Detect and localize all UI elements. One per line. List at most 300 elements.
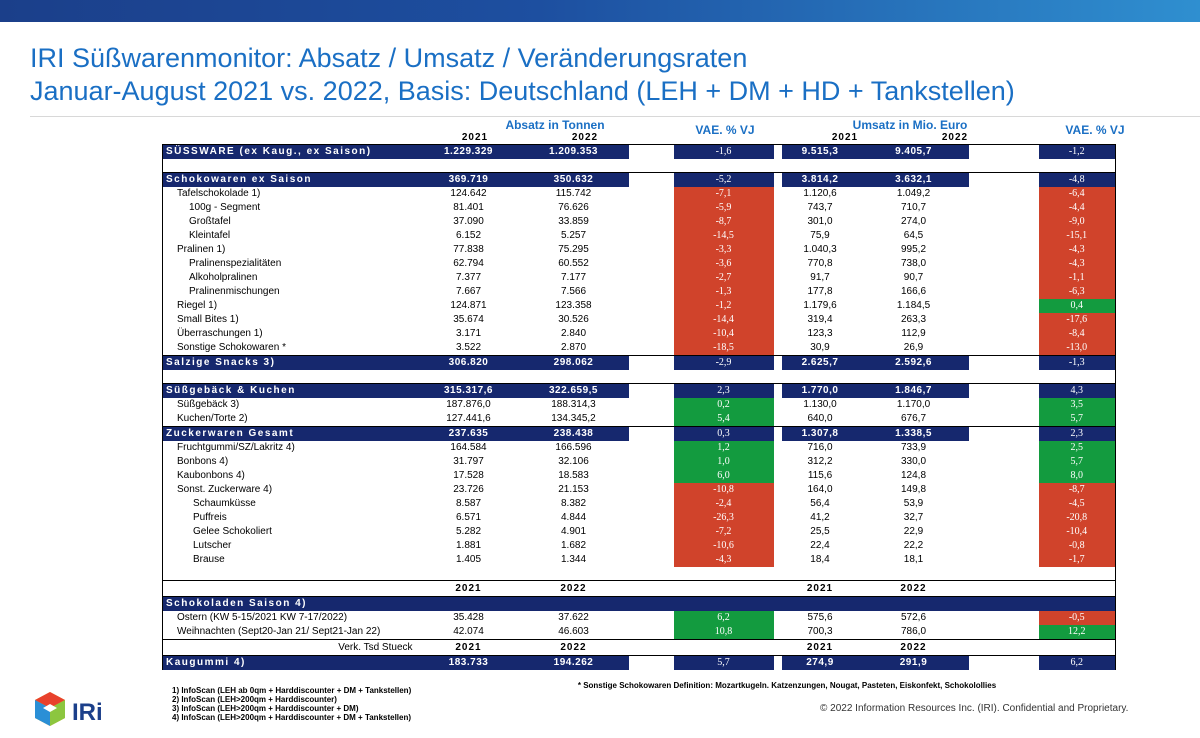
table-row [163, 257, 1116, 271]
umsatz-2022: 166,6 [900, 286, 927, 297]
gap-cell [774, 299, 782, 313]
row-label: Kaugummi 4) [163, 656, 419, 671]
vae-absatz: 5,7 [674, 656, 774, 671]
gap-cell [969, 398, 1039, 412]
gap-cell [969, 243, 1039, 257]
spacer-row [163, 370, 1116, 384]
gap-cell [774, 497, 782, 511]
spacer-cell [782, 567, 859, 581]
gap-cell [774, 525, 782, 539]
absatz-2021: 187.876,0 [446, 399, 491, 410]
gap-cell [629, 525, 674, 539]
vae-umsatz: -1,2 [1039, 145, 1116, 160]
umsatz-2022: 26,9 [903, 342, 924, 353]
umsatz-2021: 1.130,0 [803, 399, 837, 410]
spacer-cell [163, 370, 419, 384]
absatz-2022: 298.062 [519, 356, 629, 371]
vae-absatz: 10,8 [674, 625, 774, 640]
vae-umsatz: -4,3 [1039, 243, 1116, 257]
footnote-4: 4) InfoScan (LEH>200qm + Harddiscounter + DM + Tankstellen) [172, 713, 412, 722]
absatz-2021: 127.441,6 [446, 413, 491, 424]
year-cell: 2021 [782, 640, 859, 656]
umsatz-2022: 676,7 [900, 413, 927, 424]
spacer-cell [1039, 567, 1116, 581]
absatz-2022: 5.257 [560, 230, 587, 241]
gap-cell [629, 341, 674, 356]
gap-cell [774, 229, 782, 243]
table-row [163, 483, 1116, 497]
spacer-cell [1039, 159, 1116, 173]
umsatz-2021: 1.040,3 [803, 244, 837, 255]
absatz-2021: 42.074 [453, 626, 484, 637]
gap-cell [629, 539, 674, 553]
header-vae-absatz: VAE. % VJ [695, 123, 755, 137]
umsatz-2021: 177,8 [807, 286, 833, 297]
spacer-cell [859, 567, 969, 581]
gap-cell [629, 511, 674, 525]
gap-cell [774, 412, 782, 427]
umsatz-2022: 18,1 [903, 554, 924, 565]
row-label: Kuchen/Torte 2) [163, 412, 419, 427]
gap-cell [774, 341, 782, 356]
umsatz-2021: 1.120,6 [803, 188, 837, 199]
gap-cell [969, 285, 1039, 299]
umsatz-2021: 770,8 [807, 258, 833, 269]
spacer-cell [163, 567, 419, 581]
row-label: Sonstige Schokowaren * [163, 341, 419, 356]
gap-cell [629, 384, 674, 399]
gap-cell [629, 229, 674, 243]
table-row [163, 656, 1116, 671]
absatz-2021: 35.428 [453, 612, 484, 623]
vae-absatz: -14,4 [674, 313, 774, 327]
gap-cell [629, 271, 674, 285]
table-row [163, 597, 1116, 612]
gap-cell [969, 356, 1039, 371]
empty-cell [674, 640, 774, 656]
vae-umsatz: -8,4 [1039, 327, 1116, 341]
umsatz-2021: 2.625,7 [782, 356, 859, 371]
row-label: Kleintafel [163, 229, 419, 243]
gap-cell [629, 173, 674, 188]
absatz-2021: 1.405 [455, 554, 482, 565]
absatz-2022: 4.844 [560, 512, 587, 523]
absatz-2021: 8.587 [455, 498, 482, 509]
gap-cell [774, 625, 782, 640]
vae-umsatz: -6,3 [1039, 285, 1116, 299]
spacer-cell [774, 370, 782, 384]
vae-umsatz: -4,8 [1039, 173, 1116, 188]
gap-cell [774, 656, 782, 671]
gap-cell [629, 455, 674, 469]
table-row [163, 625, 1116, 640]
vae-absatz: -1,6 [674, 145, 774, 160]
umsatz-2021: 41,2 [810, 512, 830, 523]
umsatz-2022: 274,0 [900, 216, 927, 227]
empty-cell [1039, 581, 1116, 597]
spacer-cell [629, 370, 674, 384]
spacer-row [163, 159, 1116, 173]
table-row [163, 356, 1116, 371]
vae-umsatz: -1,7 [1039, 553, 1116, 567]
year-row-label: Verk. Tsd Stueck [163, 640, 419, 656]
gap-cell [969, 313, 1039, 327]
absatz-2021: 62.794 [453, 258, 484, 269]
row-label: Sonst. Zuckerware 4) [163, 483, 419, 497]
gap-cell [774, 173, 782, 188]
table-row [163, 497, 1116, 511]
vae-umsatz: 4,3 [1039, 384, 1116, 399]
year-cell: 2021 [419, 640, 519, 656]
absatz-2022: 2.870 [560, 342, 587, 353]
umsatz-2022: 90,7 [903, 272, 924, 283]
spacer-cell [774, 567, 782, 581]
gap-cell [774, 257, 782, 271]
absatz-2022: 1.344 [560, 554, 587, 565]
footnote-3: 3) InfoScan (LEH>200qm + Harddiscounter + DM) [172, 704, 359, 713]
row-label: Zuckerwaren Gesamt [163, 427, 419, 442]
spacer-cell [782, 159, 859, 173]
spacer-cell [782, 370, 859, 384]
row-label: Schaumküsse [163, 497, 419, 511]
gap-cell [774, 455, 782, 469]
vae-absatz: -5,9 [674, 201, 774, 215]
spacer-cell [774, 159, 782, 173]
vae-absatz: -1,3 [674, 285, 774, 299]
vae-umsatz: 3,5 [1039, 398, 1116, 412]
absatz-2021: 17.528 [453, 470, 484, 481]
gap-cell [629, 483, 674, 497]
umsatz-2021: 91,7 [810, 272, 830, 283]
vae-absatz: -10,8 [674, 483, 774, 497]
absatz-2022: 37.622 [558, 612, 589, 623]
absatz-2021: 31.797 [453, 456, 484, 467]
vae-absatz: -26,3 [674, 511, 774, 525]
year-2022-absatz: 2022 [571, 132, 599, 143]
gap-cell [969, 455, 1039, 469]
vae-absatz: 2,3 [674, 384, 774, 399]
absatz-2022: 33.859 [558, 216, 589, 227]
gap-cell [969, 469, 1039, 483]
umsatz-2022: 22,9 [903, 526, 924, 537]
vae-umsatz: -13,0 [1039, 341, 1116, 356]
absatz-2022: 60.552 [558, 258, 589, 269]
gap-cell [629, 145, 674, 160]
umsatz-2021: 25,5 [810, 526, 830, 537]
umsatz-2021: 700,3 [807, 626, 833, 637]
vae-umsatz: 12,2 [1039, 625, 1116, 640]
gap-cell [969, 187, 1039, 201]
umsatz-2022: 738,0 [900, 258, 927, 269]
row-label: Salzige Snacks 3) [163, 356, 419, 371]
spacer-cell [1039, 370, 1116, 384]
data-table [162, 144, 1116, 670]
absatz-2022: 4.901 [560, 526, 587, 537]
table-row [163, 469, 1116, 483]
gap-cell [969, 145, 1039, 160]
gap-cell [774, 271, 782, 285]
table-row [163, 412, 1116, 427]
vae-umsatz: 6,2 [1039, 656, 1116, 671]
title-line-2: Januar-August 2021 vs. 2022, Basis: Deutschland (LEH + DM + HD + Tankstellen) [30, 76, 1015, 106]
gap-cell [629, 327, 674, 341]
empty-cell [629, 581, 674, 597]
row-label: Bonbons 4) [163, 455, 419, 469]
gap-cell [774, 427, 782, 442]
umsatz-2021: 30,9 [810, 342, 830, 353]
empty-cell [629, 640, 674, 656]
umsatz-2022: 1.184,5 [896, 300, 931, 311]
umsatz-2021: 22,4 [810, 540, 830, 551]
absatz-2022: 1.209.353 [519, 145, 629, 160]
umsatz-2022: 1.049,2 [896, 188, 931, 199]
year-row [163, 581, 1116, 597]
absatz-2021: 5.282 [455, 526, 482, 537]
gap-cell [629, 257, 674, 271]
spacer-cell [519, 159, 629, 173]
umsatz-2022: 995,2 [900, 244, 927, 255]
umsatz-2021: 56,4 [810, 498, 830, 509]
gap-cell [969, 553, 1039, 567]
title-divider [30, 116, 1200, 117]
gap-cell [629, 313, 674, 327]
row-label: Gelee Schokoliert [163, 525, 419, 539]
umsatz-2021: 743,7 [807, 202, 833, 213]
absatz-2021: 6.152 [455, 230, 482, 241]
gap-cell [629, 497, 674, 511]
umsatz-2021: 1.770,0 [782, 384, 859, 399]
absatz-2021: 369.719 [419, 173, 519, 188]
vae-umsatz: -4,5 [1039, 497, 1116, 511]
row-label: Small Bites 1) [163, 313, 419, 327]
row-label: Weihnachten (Sept20-Jan 21/ Sept21-Jan 22) [163, 625, 419, 640]
vae-absatz: -3,3 [674, 243, 774, 257]
umsatz-2021: 9.515,3 [782, 145, 859, 160]
umsatz-2021: 319,4 [807, 314, 833, 325]
vae-absatz: 1,0 [674, 455, 774, 469]
row-label: Pralinenmischungen [163, 285, 419, 299]
spacer-cell [859, 159, 969, 173]
absatz-2022: 21.153 [558, 484, 589, 495]
umsatz-2021: 123,3 [807, 328, 833, 339]
table-row [163, 243, 1116, 257]
absatz-2021: 23.726 [453, 484, 484, 495]
gap-cell [969, 229, 1039, 243]
vae-umsatz: 5,7 [1039, 455, 1116, 469]
umsatz-2022: 1.170,0 [896, 399, 931, 410]
spacer-row [163, 567, 1116, 581]
gap-cell [969, 412, 1039, 427]
footnote-2: 2) InfoScan (LEH>200qm + Harddiscounter) [172, 695, 337, 704]
empty-cell [419, 597, 1116, 612]
umsatz-2022: 291,9 [859, 656, 969, 671]
top-banner [0, 0, 1200, 22]
umsatz-2022: 1.846,7 [859, 384, 969, 399]
vae-absatz: -4,3 [674, 553, 774, 567]
umsatz-2022: 263,3 [900, 314, 927, 325]
vae-absatz: -7,2 [674, 525, 774, 539]
gap-cell [774, 356, 782, 371]
umsatz-2021: 115,6 [807, 470, 833, 481]
spacer-cell [419, 567, 519, 581]
table-row [163, 215, 1116, 229]
vae-umsatz: 2,3 [1039, 427, 1116, 442]
vae-absatz: -8,7 [674, 215, 774, 229]
vae-absatz: 0,2 [674, 398, 774, 412]
gap-cell [629, 201, 674, 215]
table-row [163, 539, 1116, 553]
vae-absatz: 0,3 [674, 427, 774, 442]
absatz-2022: 75.295 [558, 244, 589, 255]
footnote-1: 1) InfoScan (LEH ab 0qm + Harddiscounter + DM + Tankstellen) [172, 686, 412, 695]
umsatz-2022: 53,9 [903, 498, 924, 509]
spacer-cell [859, 370, 969, 384]
vae-absatz: 6,0 [674, 469, 774, 483]
row-label: 100g - Segment [163, 201, 419, 215]
absatz-2022: 322.659,5 [519, 384, 629, 399]
row-label: Großtafel [163, 215, 419, 229]
absatz-2022: 76.626 [558, 202, 589, 213]
absatz-2022: 115.742 [555, 188, 592, 199]
table-row [163, 511, 1116, 525]
vae-umsatz: -1,1 [1039, 271, 1116, 285]
gap-cell [629, 299, 674, 313]
row-label: Süßgebäck & Kuchen [163, 384, 419, 399]
year-cell: 2022 [519, 640, 629, 656]
vae-absatz: -2,4 [674, 497, 774, 511]
row-label: Riegel 1) [163, 299, 419, 313]
spacer-cell [969, 159, 1039, 173]
umsatz-2022: 786,0 [900, 626, 927, 637]
table-row [163, 299, 1116, 313]
table-row [163, 271, 1116, 285]
spacer-cell [629, 159, 674, 173]
vae-umsatz: -1,3 [1039, 356, 1116, 371]
absatz-2022: 134.345,2 [551, 413, 596, 424]
gap-cell [629, 611, 674, 625]
gap-cell [969, 173, 1039, 188]
absatz-2021: 6.571 [455, 512, 482, 523]
year-row [163, 640, 1116, 656]
umsatz-2021: 716,0 [807, 442, 833, 453]
table-row [163, 384, 1116, 399]
gap-cell [969, 525, 1039, 539]
vae-absatz: -5,2 [674, 173, 774, 188]
umsatz-2022: 733,9 [900, 442, 927, 453]
spacer-cell [969, 370, 1039, 384]
absatz-2021: 7.377 [455, 272, 482, 283]
gap-cell [969, 483, 1039, 497]
umsatz-2021: 1.307,8 [782, 427, 859, 442]
gap-cell [629, 356, 674, 371]
gap-cell [774, 553, 782, 567]
absatz-2021: 77.838 [453, 244, 484, 255]
title-line-1: IRI Süßwarenmonitor: Absatz / Umsatz / Veränderungsraten [30, 43, 748, 73]
gap-cell [774, 201, 782, 215]
vae-absatz: 1,2 [674, 441, 774, 455]
absatz-2022: 7.177 [560, 272, 587, 283]
gap-cell [774, 327, 782, 341]
umsatz-2022: 64,5 [903, 230, 924, 241]
gap-cell [969, 625, 1039, 640]
table-row [163, 145, 1116, 160]
empty-cell [969, 640, 1039, 656]
table-row [163, 313, 1116, 327]
gap-cell [629, 187, 674, 201]
copyright: © 2022 Information Resources Inc. (IRI). Confidential and Proprietary. [820, 703, 1129, 714]
gap-cell [969, 215, 1039, 229]
absatz-2022: 123.358 [555, 300, 592, 311]
absatz-2021: 37.090 [453, 216, 484, 227]
spacer-cell [674, 370, 774, 384]
year-cell: 2021 [419, 581, 519, 597]
absatz-2022: 166.596 [555, 442, 592, 453]
umsatz-2021: 301,0 [807, 216, 833, 227]
empty-cell [1039, 640, 1116, 656]
year-2022-umsatz: 2022 [941, 132, 969, 143]
gap-cell [969, 497, 1039, 511]
umsatz-2022: 2.592,6 [859, 356, 969, 371]
gap-cell [774, 187, 782, 201]
gap-cell [629, 285, 674, 299]
gap-cell [629, 398, 674, 412]
table-row [163, 285, 1116, 299]
gap-cell [969, 201, 1039, 215]
vae-absatz: -10,4 [674, 327, 774, 341]
spacer-cell [519, 370, 629, 384]
page-title [30, 42, 1015, 108]
table-row [163, 611, 1116, 625]
row-label: Süßgebäck 3) [163, 398, 419, 412]
table-row [163, 229, 1116, 243]
vae-umsatz: -8,7 [1039, 483, 1116, 497]
vae-absatz: -2,7 [674, 271, 774, 285]
vae-umsatz: -9,0 [1039, 215, 1116, 229]
table-row [163, 553, 1116, 567]
gap-cell [774, 313, 782, 327]
gap-cell [774, 539, 782, 553]
gap-cell [629, 441, 674, 455]
vae-umsatz: 5,7 [1039, 412, 1116, 427]
absatz-2022: 350.632 [519, 173, 629, 188]
absatz-2021: 183.733 [419, 656, 519, 671]
gap-cell [969, 611, 1039, 625]
row-label: Pralinen 1) [163, 243, 419, 257]
gap-cell [629, 215, 674, 229]
vae-umsatz: 0,4 [1039, 299, 1116, 313]
header-umsatz: Umsatz in Mio. Euro [852, 118, 968, 132]
empty-cell [969, 581, 1039, 597]
gap-cell [774, 611, 782, 625]
iri-logo-icon [32, 690, 112, 730]
gap-cell [774, 469, 782, 483]
gap-cell [774, 215, 782, 229]
empty-cell [774, 640, 782, 656]
vae-absatz: -7,1 [674, 187, 774, 201]
umsatz-2021: 640,0 [807, 413, 833, 424]
umsatz-2021: 75,9 [810, 230, 830, 241]
gap-cell [774, 145, 782, 160]
vae-absatz: -1,2 [674, 299, 774, 313]
absatz-2022: 238.438 [519, 427, 629, 442]
logo-text: IRi [72, 699, 103, 726]
year-cell: 2021 [782, 581, 859, 597]
vae-umsatz: -20,8 [1039, 511, 1116, 525]
absatz-2022: 18.583 [558, 470, 589, 481]
table-row [163, 187, 1116, 201]
row-label: Pralinenspezialitäten [163, 257, 419, 271]
absatz-2021: 1.229.329 [419, 145, 519, 160]
